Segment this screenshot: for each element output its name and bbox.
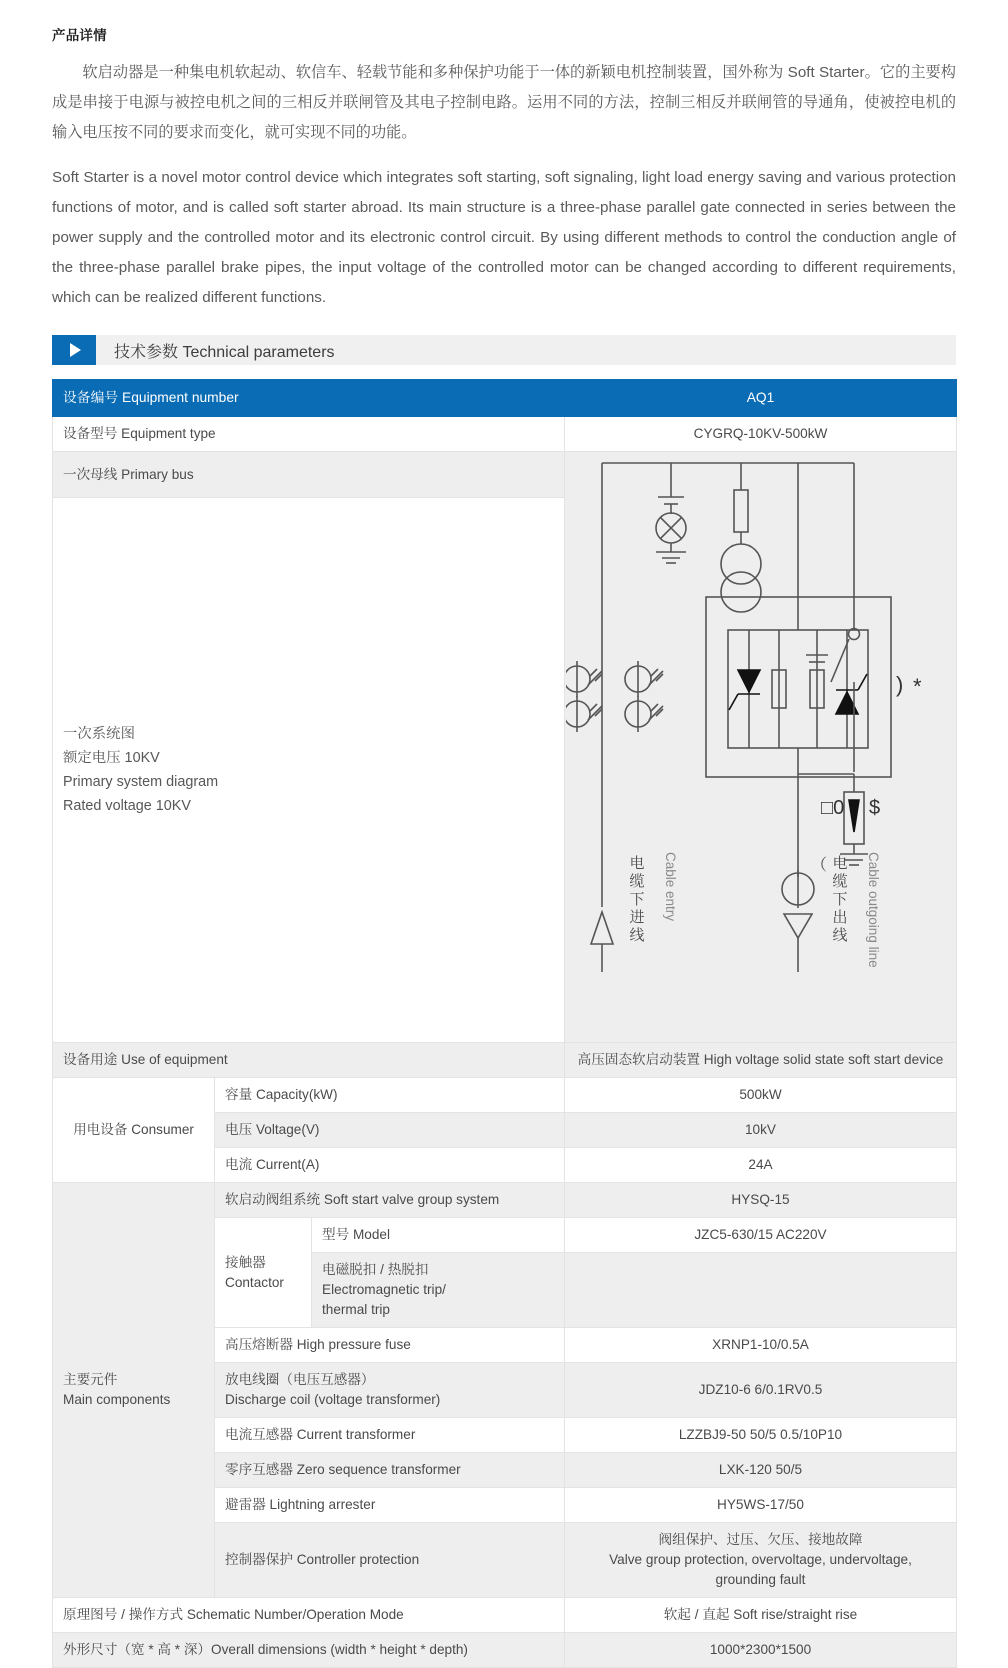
breaker-asterisk-glyph: * bbox=[912, 674, 922, 700]
equipment-type-label: 设备型号 Equipment type bbox=[53, 417, 565, 452]
paren-open-glyph: （ bbox=[810, 857, 827, 875]
diagram-label-cell bbox=[53, 498, 565, 1043]
cable-outgoing-zh-label: 电缆下出线 bbox=[830, 855, 847, 946]
intro-paragraph-en: Soft Starter is a novel motor control device which integrates soft starting, soft signaling, light load energy saving and various protection functions of motor, and is called soft starter abroad. Its main structure is a three-phase parallel gate connected in series between the power supply and the controlled motor and its electronic control circuit. By using different methods to control the conduction angle of the three-phase parallel brake pipes, the input voltage of the controlled motor can be changed according to different requirements, which can be realized different functions. bbox=[52, 169, 956, 307]
cable-outgoing-en-label: Cable outgoing line bbox=[865, 852, 881, 968]
arrester-label: 避雷器 Lightning arrester bbox=[215, 1488, 565, 1523]
zero-sequence-value: LXK-120 50/5 bbox=[565, 1453, 957, 1488]
consumer-row-name-0: 容量 Capacity(kW) bbox=[215, 1078, 565, 1113]
discharge-coil-value: JDZ10-6 6/0.1RV0.5 bbox=[565, 1363, 957, 1418]
contactor-trip-label bbox=[312, 1253, 565, 1328]
cable-entry-en-label: Cable entry bbox=[662, 852, 678, 922]
use-of-equipment-label: 设备用途 Use of equipment bbox=[53, 1043, 565, 1078]
primary-system-diagram-cell bbox=[565, 452, 957, 1043]
table-row-use-of-equipment bbox=[53, 1043, 957, 1078]
consumer-row-value-1: 10kV bbox=[565, 1113, 957, 1148]
soft-start-valve-value: HYSQ-15 bbox=[565, 1183, 957, 1218]
contactor-trip-value bbox=[565, 1253, 957, 1328]
controller-protection-value bbox=[565, 1523, 957, 1598]
use-of-equipment-value: 高压固态软启动装置 High voltage solid state soft start device bbox=[565, 1043, 957, 1078]
controller-value-line-1: 阀组保护、过压、欠压、接地故障 bbox=[658, 1532, 863, 1548]
section-title: 技术参数 Technical parameters bbox=[114, 343, 335, 361]
section-header-technical-parameters bbox=[52, 335, 956, 365]
contactor-label bbox=[215, 1218, 312, 1328]
consumer-row-name-1: 电压 Voltage(V) bbox=[215, 1113, 565, 1148]
technical-parameters-table bbox=[52, 379, 957, 1668]
discharge-coil-line-2: Discharge coil (voltage transformer) bbox=[225, 1392, 441, 1408]
table-row-overall-dimensions bbox=[53, 1633, 957, 1668]
equipment-type-value: CYGRQ-10KV-500kW bbox=[565, 417, 957, 452]
main-components-line-1: 主要元件 bbox=[63, 1372, 118, 1388]
arrester-box-glyph: □0 bbox=[820, 797, 844, 820]
overall-dimensions-label: 外形尺寸（宽 * 高 * 深）Overall dimensions (width * height * depth) bbox=[53, 1633, 565, 1668]
controller-protection-label: 控制器保护 Controller protection bbox=[215, 1523, 565, 1598]
contactor-trip-line-3: thermal trip bbox=[322, 1302, 390, 1318]
schematic-number-value: 软起 / 直起 Soft rise/straight rise bbox=[565, 1598, 957, 1633]
fuse-label: 高压熔断器 High pressure fuse bbox=[215, 1328, 565, 1363]
consumer-row-name-2: 电流 Current(A) bbox=[215, 1148, 565, 1183]
intro-paragraph-zh: 软启动器是一种集电机软起动、软信车、轻载节能和多种保护功能于一体的新颖电机控制装置，国外称为 Soft Starter。它的主要构成是串接于电源与被控电机之间的三相反并联闸管及其电子控制电路。运用不同的方法，控制三相反并联闸管的导通角，使被控电机的输入电压按不同的要求而变化，就可实现不同的功能。 bbox=[52, 64, 956, 141]
cable-entry-zh-label: 电缆下进线 bbox=[627, 855, 644, 946]
zero-sequence-label: 零序互感器 Zero sequence transformer bbox=[215, 1453, 565, 1488]
discharge-coil-line-1: 放电线圈（电压互感器） bbox=[225, 1372, 375, 1388]
table-row-consumer-capacity bbox=[53, 1078, 957, 1113]
breaker-paren-glyph: ) bbox=[895, 672, 903, 698]
equipment-number-value: AQ1 bbox=[565, 380, 957, 417]
controller-value-line-3: grounding fault bbox=[715, 1572, 806, 1588]
fuse-value: XRNP1-10/0.5A bbox=[565, 1328, 957, 1363]
contactor-label-line-2: Contactor bbox=[225, 1274, 284, 1290]
schematic-number-label: 原理图号 / 操作方式 Schematic Number/Operation Mode bbox=[53, 1598, 565, 1633]
contactor-trip-line-2: Electromagnetic trip/ bbox=[322, 1282, 446, 1298]
overall-dimensions-value: 1000*2300*1500 bbox=[565, 1633, 957, 1668]
discharge-coil-label bbox=[215, 1363, 565, 1418]
primary-bus-label: 一次母线 Primary bus bbox=[53, 452, 565, 498]
table-row-equipment-type bbox=[53, 417, 957, 452]
table-row-schematic-number bbox=[53, 1598, 957, 1633]
arrester-dollar-glyph: $ bbox=[868, 797, 880, 820]
diagram-label-line-3: Primary system diagram bbox=[63, 774, 219, 791]
contactor-model-label: 型号 Model bbox=[312, 1218, 565, 1253]
consumer-label: 用电设备 Consumer bbox=[53, 1078, 215, 1183]
contactor-trip-line-1: 电磁脱扣 / 热脱扣 bbox=[322, 1262, 429, 1278]
main-components-line-2: Main components bbox=[63, 1392, 171, 1408]
main-components-label bbox=[53, 1183, 215, 1598]
play-triangle-icon bbox=[52, 335, 96, 365]
page-title: 产品详情 bbox=[52, 28, 107, 43]
soft-start-valve-label: 软启动阀组系统 Soft start valve group system bbox=[215, 1183, 565, 1218]
current-transformer-label: 电流互感器 Current transformer bbox=[215, 1418, 565, 1453]
table-row-primary-bus bbox=[53, 452, 957, 498]
primary-system-diagram-svg bbox=[566, 452, 956, 1042]
equipment-number-label: 设备编号 Equipment number bbox=[53, 380, 565, 417]
consumer-row-value-2: 24A bbox=[565, 1148, 957, 1183]
contactor-label-line-1: 接触器 bbox=[225, 1254, 266, 1270]
table-row-equipment-number bbox=[53, 380, 957, 417]
consumer-row-value-0: 500kW bbox=[565, 1078, 957, 1113]
table-row-soft-start-valve bbox=[53, 1183, 957, 1218]
diagram-label-line-4: Rated voltage 10KV bbox=[63, 798, 192, 815]
controller-value-line-2: Valve group protection, overvoltage, undervoltage, bbox=[609, 1552, 912, 1568]
contactor-model-value: JZC5-630/15 AC220V bbox=[565, 1218, 957, 1253]
diagram-label-line-1: 一次系统图 bbox=[63, 726, 135, 743]
current-transformer-value: LZZBJ9-50 50/5 0.5/10P10 bbox=[565, 1418, 957, 1453]
arrester-value: HY5WS-17/50 bbox=[565, 1488, 957, 1523]
diagram-label-line-2: 额定电压 10KV bbox=[63, 750, 160, 767]
